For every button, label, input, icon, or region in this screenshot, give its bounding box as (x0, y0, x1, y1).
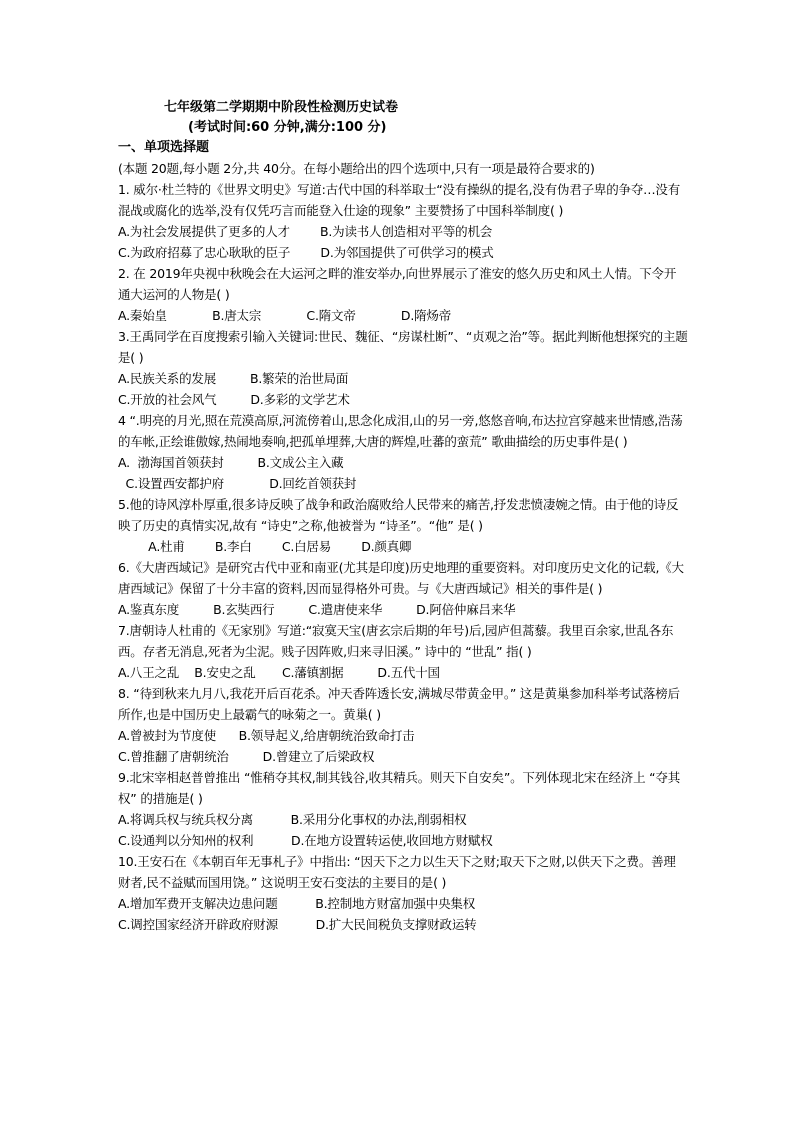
answer-options-line: C.曾推翻了唐朝统治 D.曾建立了后梁政权 (118, 749, 375, 764)
section-heading: 一、单项选择题 (118, 140, 210, 155)
answer-options-line: A. 渤海国首领获封 B.文成公主入藏 (118, 455, 344, 470)
answer-options-line: A.鉴真东度 B.玄奘西行 C.遣唐使来华 D.阿倍仲麻吕来华 (118, 602, 516, 617)
question-stem: 10.王安石在《本朝百年无事札子》中指出: “因天下之力以生天下之财;取天下之财,以供天下之费。善理财者,民不益赋而国用饶。” 这说明王安石变法的主要目的是( ) (118, 854, 676, 890)
answer-options-line: A.八王之乱 B.安史之乱 C.藩镇割据 D.五代十国 (118, 665, 440, 680)
question (118, 620, 688, 683)
section-instructions: (本题 20题,每小题 2分,共 40分。在每小题给出的四个选项中,只有一项是最符合要求的) (118, 161, 595, 176)
question (118, 410, 688, 494)
answer-options-line: A.将调兵权与统兵权分离 B.采用分化事权的办法,削弱相权 (118, 812, 467, 827)
answer-options-line: C.开放的社会风气 D.多彩的文学艺术 (118, 392, 350, 407)
exam-title: 七年级第二学期期中阶段性检测历史试卷 (164, 100, 399, 115)
question (118, 263, 688, 326)
question (118, 851, 688, 935)
question (118, 767, 688, 851)
answer-options-line: A.曾被封为节度使 B.领导起义,给唐朝统治致命打击 (118, 728, 415, 743)
answer-options-line: A.为社会发展提供了更多的人才 B.为读书人创造相对平等的机会 (118, 224, 493, 239)
question-stem: 2. 在 2019年央视中秋晚会在大运河之畔的淮安举办,向世界展示了淮安的悠久历史和风土人情。下令开通大运河的人物是( ) (118, 266, 677, 302)
question-stem: 8. “待到秋来九月八,我花开后百花杀。冲天香阵透长安,满城尽带黄金甲。” 这是黄巢参加科举考试落榜后所作,也是中国历史上最霸气的咏菊之一。黄巢( ) (118, 686, 680, 722)
answer-options-line: A.秦始皇 B.唐太宗 C.隋文帝 D.隋炀帝 (118, 308, 451, 323)
question-stem: 1. 威尔·杜兰特的《世界文明史》写道:古代中国的科举取士“没有操纵的提名,没有伪君子卑的争夺…没有混战或腐化的选举,没有仅凭巧言而能登入仕途的现象” 主要赞扬了中国科举制度( ) (118, 182, 681, 218)
question-stem: 7.唐朝诗人杜甫的《无家别》写道:“寂寞天宝(唐玄宗后期的年号)后,园庐但蒿藜。我里百余家,世乱各东西。存者无消息,死者为尘泥。贱子因阵败,归来寻旧溪。” 诗中的 “世乱” 指( ) (118, 623, 674, 659)
answer-options-line: C.设通判以分知州的权利 D.在地方设置转运使,收回地方财赋权 (118, 833, 493, 848)
question-stem: 3.王禹同学在百度搜索引输入关键词:世民、魏征、“房谋杜断”、“贞观之治”等。据此判断他想探究的主题是( ) (118, 329, 688, 365)
question-stem: 9.北宋宰相赵普曾推出 “惟稍夺其权,制其钱谷,收其精兵。则天下自安矣”。下列体现北宋在经济上 “夺其权” 的措施是( ) (118, 770, 681, 806)
answer-options-line: A.民族关系的发展 B.繁荣的治世局面 (118, 371, 349, 386)
question (118, 683, 688, 767)
question (118, 494, 688, 557)
question-stem: 4 “.明亮的月光,照在荒漠高原,河流傍着山,思念化成泪,山的另一旁,悠悠音响,布达拉宫穿越来世情感,浩荡的车帐,正绘谁傲嫁,热闹地奏响,把孤单埋葬,大唐的辉煌,吐蕃的蛮荒” 歌曲描绘的历史事件是( ) (118, 413, 683, 449)
answer-options-line: C.设置西安都护府 D.回纥首领获封 (118, 476, 357, 491)
question (118, 557, 688, 620)
answer-options-line: A.增加军费开支解决边患问题 B.控制地方财富加强中央集权 (118, 896, 475, 911)
answer-options-line: C.为政府招募了忠心耿耿的臣子 D.为邻国提供了可供学习的模式 (118, 245, 494, 260)
answer-options-line: A.杜甫 B.李白 C.白居易 D.颜真卿 (118, 539, 412, 554)
exam-content (118, 98, 688, 935)
question-stem: 5.他的诗风淳朴厚重,很多诗反映了战争和政治腐败给人民带来的痛苦,抒发悲愤凄婉之情。由于他的诗反映了历史的真情实况,故有 “诗史”之称,他被誉为 “诗圣”。“他” 是( ) (118, 497, 679, 533)
exam-subtitle: (考试时间:60 分钟,满分:100 分) (188, 120, 387, 135)
question-stem: 6.《大唐西域记》是研究古代中亚和南亚(尤其是印度)历史地理的重要资料。对印度历史文化的记载,《大唐西域记》保留了十分丰富的资料,因而显得格外可贵。与《大唐西域记》相关的事件是( ) (118, 560, 684, 596)
question (118, 179, 688, 263)
answer-options-line: C.调控国家经济开辟政府财源 D.扩大民间税负支撑财政运转 (118, 917, 477, 932)
question (118, 326, 688, 410)
question-list (118, 179, 688, 935)
